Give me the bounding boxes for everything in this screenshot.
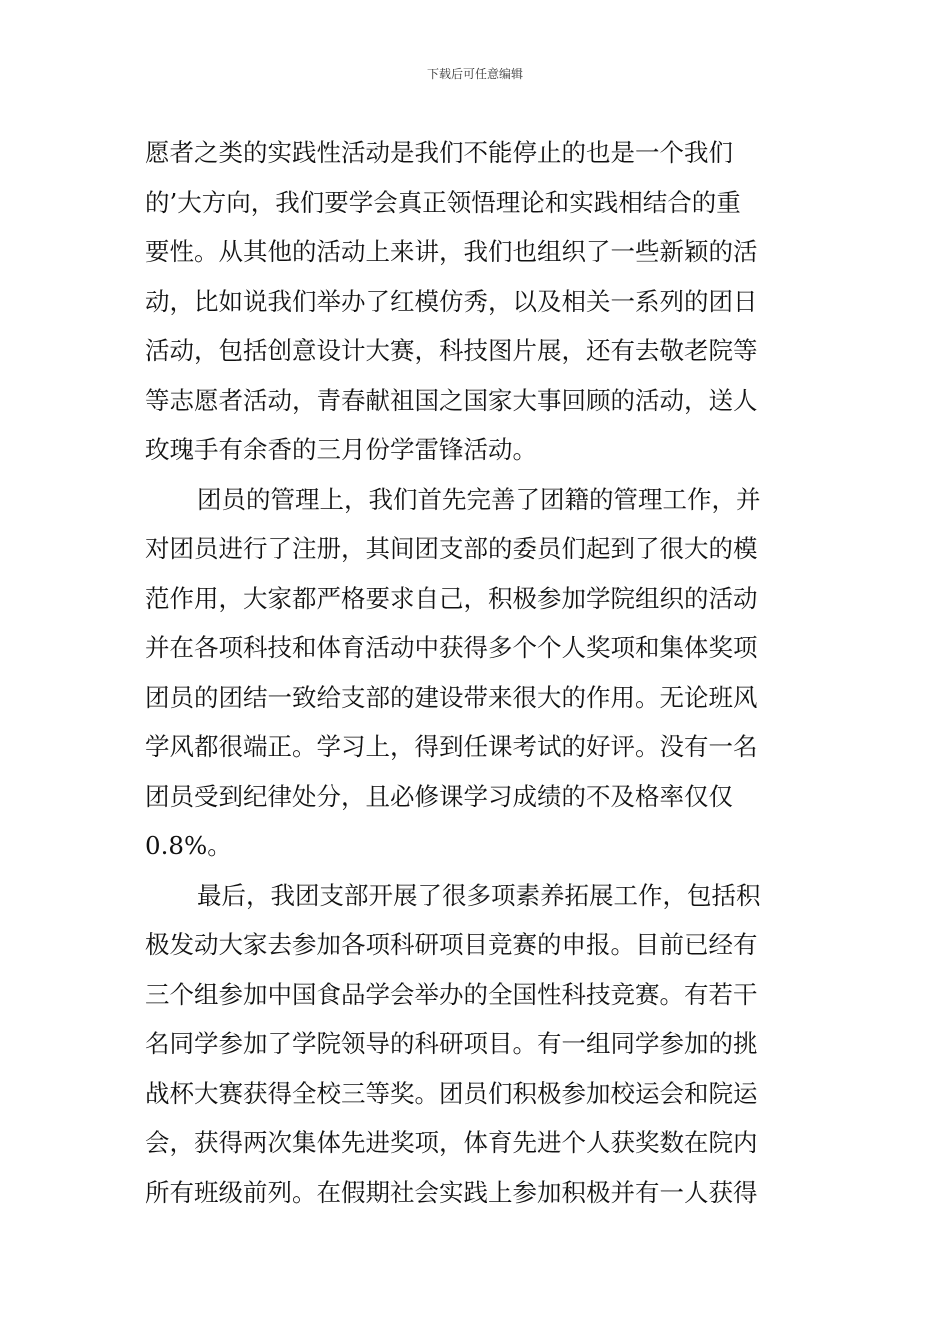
document-body	[145, 128, 815, 1217]
page-header: 下载后可任意编辑	[426, 67, 523, 81]
paragraph-1	[145, 128, 815, 475]
text-line: 范作用，大家都严格要求自己，积极参加学院组织的活动	[145, 583, 758, 613]
paragraph-3	[145, 871, 815, 1218]
text-line: 学风都很端正。学习上，得到任课考试的好评。没有一名	[145, 732, 758, 761]
text-line: 团员受到纪律处分，且必修课学习成绩的不及格率仅仅	[145, 781, 733, 811]
text-line: 会，获得两次集体先进奖项，体育先进个人获奖数在院内	[145, 1128, 758, 1157]
text-line: 的’大方向，我们要学会真正领悟理论和实践相结合的重	[145, 187, 741, 217]
text-line: 三个组参加中国食品学会举办的全国性科技竞赛。有若干	[145, 979, 758, 1009]
text-line: 极发动大家去参加各项科研项目竞赛的申报。目前已经有	[145, 930, 758, 959]
text-line: 0.8%。	[145, 831, 232, 860]
text-line: 团员的管理上，我们首先完善了团籍的管理工作，并	[197, 484, 761, 514]
text-line: 活动，包括创意设计大赛，科技图片展，还有去敬老院等	[145, 336, 758, 365]
text-line: 要性。从其他的活动上来讲，我们也组织了一些新颖的活	[145, 237, 758, 266]
text-line: 战杯大赛获得全校三等奖。团员们积极参加校运会和院运	[145, 1078, 758, 1108]
text-line: 团员的团结一致给支部的建设带来很大的作用。无论班风	[145, 682, 758, 712]
text-line: 所有班级前列。在假期社会实践上参加积极并有一人获得	[145, 1177, 758, 1207]
text-line: 名同学参加了学院领导的科研项目。有一组同学参加的挑	[145, 1029, 758, 1058]
text-line: 最后，我团支部开展了很多项素养拓展工作，包括积	[197, 880, 761, 910]
text-line: 对团员进行了注册，其间团支部的委员们起到了很大的模	[145, 534, 758, 563]
paragraph-2	[145, 475, 815, 871]
text-line: 玫瑰手有余香的三月份学雷锋活动。	[145, 435, 537, 464]
text-line: 并在各项科技和体育活动中获得多个个人奖项和集体奖项	[145, 633, 758, 662]
text-line: 动，比如说我们举办了红模仿秀，以及相关一系列的团日	[145, 286, 758, 316]
text-line: 等志愿者活动，青春献祖国之国家大事回顾的活动，送人	[145, 385, 758, 415]
text-line: 愿者之类的实践性活动是我们不能停止的也是一个我们	[145, 138, 733, 167]
